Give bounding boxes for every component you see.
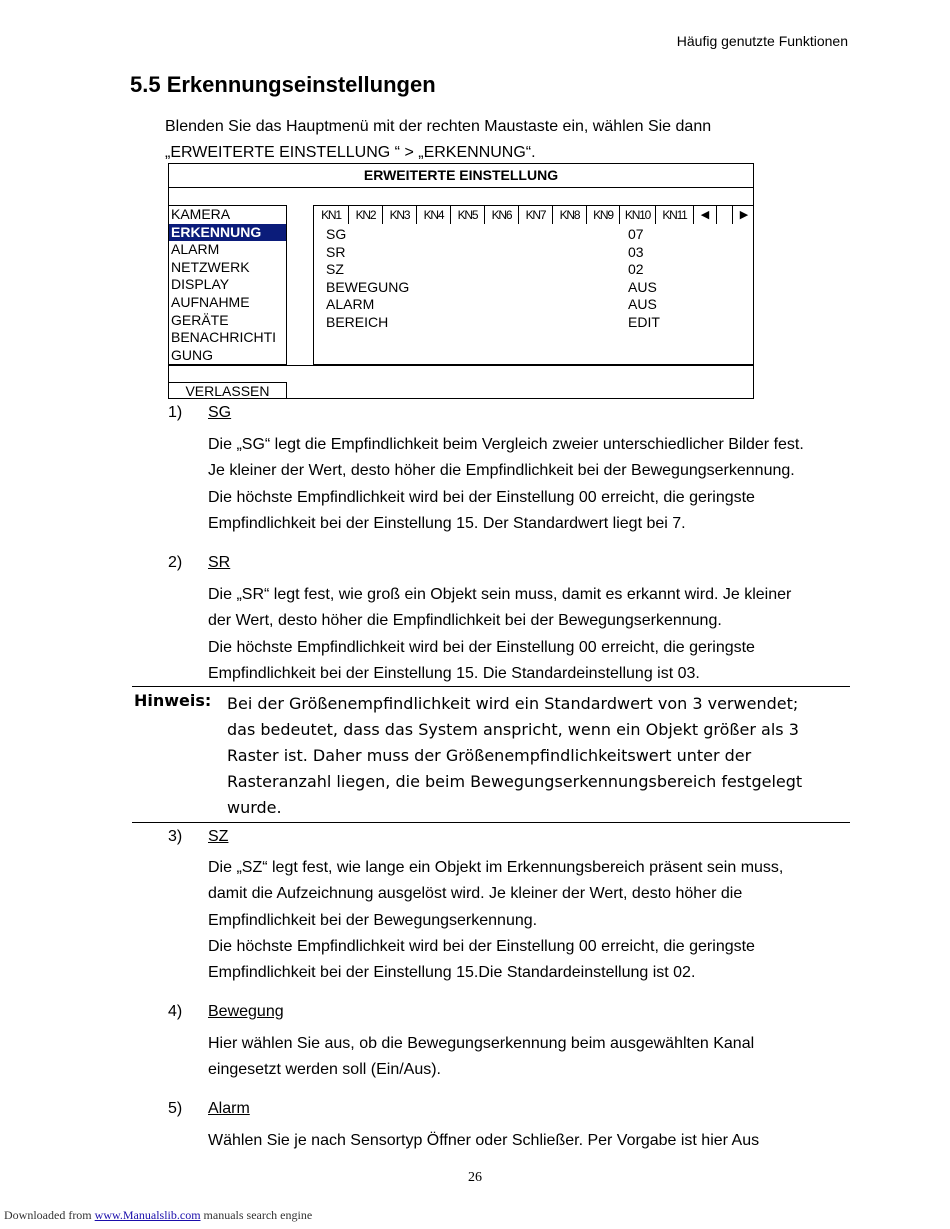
- item-description-sr: [208, 582, 791, 687]
- tab-prev-arrow-icon[interactable]: ◀: [694, 206, 717, 224]
- text-line: Hier wählen Sie aus, ob die Bewegungserkennung beim ausgewählten Kanal: [208, 1035, 755, 1052]
- advanced-settings-menu: [168, 163, 754, 399]
- tab-kn11[interactable]: KN11: [656, 206, 694, 224]
- tab-kn4[interactable]: KN4: [417, 206, 451, 224]
- text-line: Die höchste Empfindlichkeit wird bei der Einstellung 00 erreicht, die geringste: [208, 638, 755, 656]
- note-label: Hinweis:: [134, 691, 212, 710]
- note-top-rule: [132, 686, 850, 687]
- setting-value[interactable]: AUS: [628, 296, 657, 313]
- item-number: 4): [168, 1003, 183, 1020]
- tab-kn10[interactable]: KN10: [620, 206, 656, 224]
- text-line: Empfindlichkeit bei der Bewegungserkennung.: [208, 911, 538, 929]
- intro-line: „ERWEITERTE EINSTELLUNG “ > „ERKENNUNG“.: [165, 144, 536, 161]
- setting-value[interactable]: EDIT: [628, 313, 660, 330]
- setting-rows: [326, 226, 746, 332]
- text-line: damit die Aufzeichnung ausgelöst wird. Je kleiner der Wert, desto höher die: [208, 885, 743, 903]
- item-number: 3): [168, 828, 183, 845]
- text-line: Die höchste Empfindlichkeit wird bei der Einstellung 00 erreicht, die geringste: [208, 937, 755, 955]
- menu-item-alarm[interactable]: ALARM: [171, 241, 220, 258]
- menu-item-geraete[interactable]: GERÄTE: [171, 311, 229, 328]
- menu-category-list: [169, 205, 287, 365]
- note-text: [227, 691, 802, 821]
- running-header: Häufig genutzte Funktionen: [676, 33, 848, 49]
- setting-label: SZ: [326, 261, 344, 278]
- note-line: Bei der Größenempfindlichkeit wird ein Standardwert von 3 verwendet;: [227, 694, 799, 713]
- item-description-bewegung: [208, 1031, 754, 1084]
- text-line: Wählen Sie je nach Sensortyp Öffner oder Schließer. Per Vorgabe ist hier Aus: [208, 1132, 760, 1149]
- tab-spacer: [717, 206, 733, 224]
- tab-kn3[interactable]: KN3: [383, 206, 417, 224]
- item-description-sg: [208, 432, 804, 537]
- item-number: 5): [168, 1100, 183, 1117]
- menu-item-benachrichtigung[interactable]: BENACHRICHTI: [171, 329, 277, 346]
- note-line: Raster ist. Daher muss der Größenempfindlichkeitswert unter der: [227, 746, 752, 765]
- setting-row-sz[interactable]: [326, 261, 746, 279]
- download-footer: [4, 1208, 312, 1223]
- tab-kn2[interactable]: KN2: [349, 206, 383, 224]
- tab-kn8[interactable]: KN8: [553, 206, 587, 224]
- setting-label: SG: [326, 226, 347, 242]
- setting-label: BEWEGUNG: [326, 278, 410, 295]
- item-number: 1): [168, 404, 183, 421]
- menu-item-erkennung[interactable]: ERKENNUNG: [169, 224, 286, 242]
- section-title: 5.5 Erkennungseinstellungen: [130, 72, 436, 97]
- menu-item-display[interactable]: DISPLAY: [171, 276, 230, 293]
- menu-divider: [169, 365, 753, 366]
- note-line: das bedeutet, dass das System anspricht, wenn ein Objekt größer als 3: [227, 720, 799, 739]
- tab-kn1[interactable]: KN1: [314, 206, 349, 224]
- setting-value[interactable]: 03: [628, 243, 644, 260]
- item-description-sz: [208, 855, 783, 986]
- item-heading-sg: SG: [208, 404, 232, 421]
- item-description-alarm: [208, 1128, 759, 1154]
- exit-button[interactable]: VERLASSEN: [169, 382, 287, 399]
- text-line: Je kleiner der Wert, desto höher die Empfindlichkeit bei der Bewegungserkennung.: [208, 462, 795, 480]
- setting-value[interactable]: 07: [628, 226, 644, 242]
- page-number: 26: [468, 1170, 482, 1185]
- manualslib-link[interactable]: www.Manualslib.com: [94, 1208, 201, 1222]
- setting-label: SR: [326, 243, 346, 260]
- setting-row-sg[interactable]: [326, 226, 746, 244]
- setting-row-sr[interactable]: [326, 244, 746, 262]
- text-line: Die „SG“ legt die Empfindlichkeit beim Vergleich zweier unterschiedlicher Bilder fest.: [208, 436, 804, 453]
- text-line: Empfindlichkeit bei der Einstellung 15. Der Standardwert liegt bei 7.: [208, 514, 686, 532]
- note-line: Rasteranzahl liegen, die beim Bewegungserkennungsbereich festgelegt: [227, 772, 803, 791]
- menu-item-aufnahme[interactable]: AUFNAHME: [171, 293, 250, 310]
- text-line: der Wert, desto höher die Empfindlichkeit bei der Bewegungserkennung.: [208, 612, 722, 630]
- menu-item-benachrichtigung-cont[interactable]: GUNG: [171, 346, 213, 363]
- text-line: Die höchste Empfindlichkeit wird bei der Einstellung 00 erreicht, die geringste: [208, 488, 755, 506]
- footer-prefix: Downloaded from: [4, 1208, 95, 1222]
- text-line: Die „SR“ legt fest, wie groß ein Objekt sein muss, damit es erkannt wird. Je kleiner: [208, 586, 792, 603]
- item-heading-bewegung: Bewegung: [208, 1003, 284, 1020]
- footer-suffix: manuals search engine: [200, 1208, 313, 1222]
- menu-item-netzwerk[interactable]: NETZWERK: [171, 258, 250, 275]
- menu-item-kamera[interactable]: KAMERA: [171, 206, 231, 222]
- tab-kn7[interactable]: KN7: [519, 206, 553, 224]
- tab-kn5[interactable]: KN5: [451, 206, 485, 224]
- setting-value[interactable]: AUS: [628, 278, 657, 295]
- setting-label: BEREICH: [326, 313, 389, 330]
- item-heading-sr: SR: [208, 554, 231, 571]
- text-line: Empfindlichkeit bei der Einstellung 15.Die Standardeinstellung ist 02.: [208, 964, 696, 982]
- tab-kn9[interactable]: KN9: [587, 206, 620, 224]
- setting-value[interactable]: 02: [628, 261, 644, 278]
- note-bottom-rule: [132, 822, 850, 823]
- note-line: wurde.: [227, 798, 282, 817]
- item-number: 2): [168, 554, 183, 571]
- tab-next-arrow-icon[interactable]: ▶: [739, 209, 749, 221]
- text-line: eingesetzt werden soll (Ein/Aus).: [208, 1061, 441, 1079]
- intro-paragraph: [165, 114, 711, 166]
- channel-tabs: [314, 206, 754, 224]
- text-line: Die „SZ“ legt fest, wie lange ein Objekt im Erkennungsbereich präsent sein muss,: [208, 859, 784, 876]
- setting-row-alarm[interactable]: [326, 296, 746, 314]
- text-line: Empfindlichkeit bei der Einstellung 15. Die Standardeinstellung ist 03.: [208, 664, 700, 682]
- setting-label: ALARM: [326, 296, 375, 313]
- item-heading-sz: SZ: [208, 828, 229, 845]
- setting-row-bereich[interactable]: [326, 314, 746, 332]
- setting-row-bewegung[interactable]: [326, 279, 746, 297]
- channel-settings-panel: [313, 205, 754, 365]
- tab-kn6[interactable]: KN6: [485, 206, 519, 224]
- menu-title: ERWEITERTE EINSTELLUNG: [169, 164, 753, 188]
- intro-line: Blenden Sie das Hauptmenü mit der rechten Maustaste ein, wählen Sie dann: [165, 118, 712, 135]
- item-heading-alarm: Alarm: [208, 1100, 250, 1117]
